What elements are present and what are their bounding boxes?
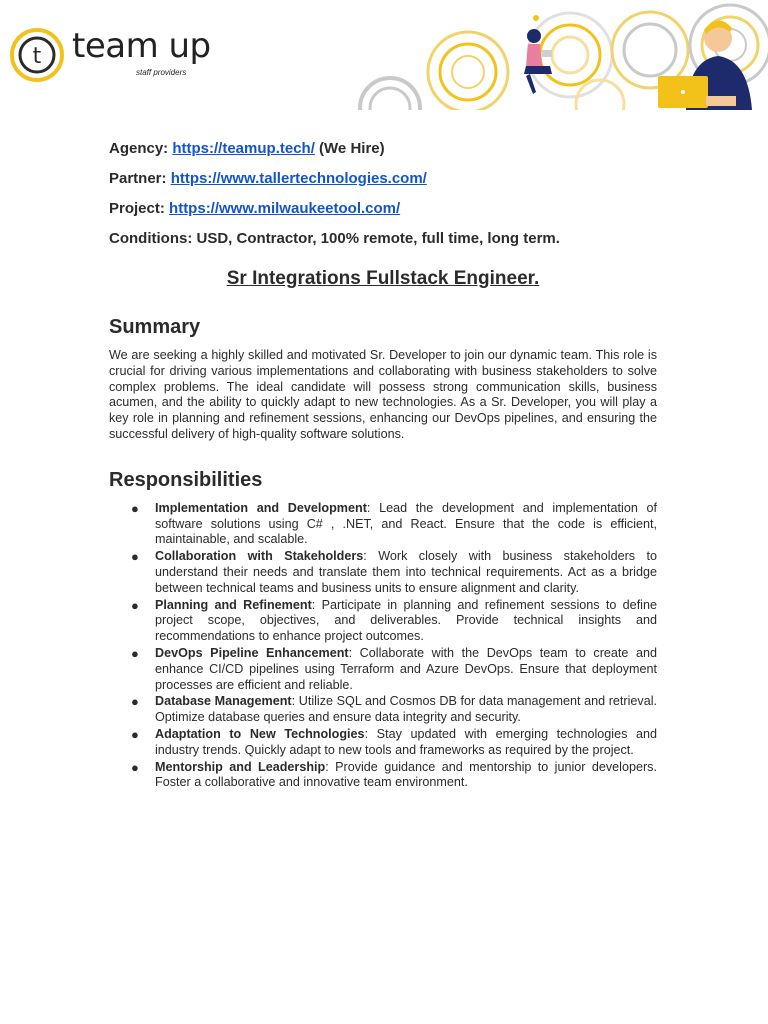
bullet-icon: ● <box>131 500 139 516</box>
bullet-icon: ● <box>131 759 139 775</box>
agency-note: (We Hire) <box>319 140 385 157</box>
list-item <box>109 694 657 726</box>
page-header <box>0 0 768 110</box>
job-title: Sr Integrations Fullstack Engineer. <box>226 268 540 289</box>
job-title-wrap <box>109 268 657 290</box>
responsibilities-heading: Responsibilities <box>109 468 263 491</box>
project-label: Project: <box>109 200 165 217</box>
logo-letter: t <box>32 44 42 69</box>
bullet-icon: ● <box>131 549 139 565</box>
bullet-icon: ● <box>131 694 139 710</box>
item-title: DevOps Pipeline Enhancement <box>155 645 349 660</box>
item-title: Planning and Refinement <box>155 597 312 612</box>
project-link[interactable]: https://www.milwaukeetool.com/ <box>169 200 401 217</box>
list-item <box>109 760 657 792</box>
team-up-logo <box>8 24 228 88</box>
item-title: Mentorship and Leadership <box>155 759 326 774</box>
item-title: Adaptation to New Technologies <box>155 726 365 741</box>
bullet-icon: ● <box>131 597 139 613</box>
item-title: Implementation and Development <box>155 500 367 515</box>
summary-heading: Summary <box>109 316 201 338</box>
partner-label: Partner: <box>109 170 167 187</box>
partner-link[interactable]: https://www.tallertechnologies.com/ <box>170 170 427 187</box>
job-posting-body <box>109 138 657 792</box>
item-text: : Stay updated with emerging technologies and industry trends. Quickly adapt to new tools and frameworks as required by the project. <box>155 726 658 757</box>
header-decoration <box>350 0 768 110</box>
agency-line <box>109 138 657 160</box>
agency-link[interactable]: https://teamup.tech/ <box>172 140 315 157</box>
agency-label: Agency: <box>109 140 169 157</box>
item-text: : Utilize SQL and Cosmos DB for data management and retrieval. Optimize database queries and ensure data integrity and security. <box>155 694 657 725</box>
list-item <box>109 727 657 759</box>
conditions-text: USD, Contractor, 100% remote, full time, long term. <box>196 230 560 247</box>
conditions-line <box>109 228 657 250</box>
list-item <box>109 549 657 596</box>
item-text: : Participate in planning and refinement sessions to define project scope, objectives, and deliverables. Provide technical insights and recommendations to enhance project outcomes. <box>155 597 657 644</box>
list-item <box>109 598 657 645</box>
item-text: : Work closely with business stakeholders to understand their needs and translate them into technical requirements. Act as a bridge between technical teams and business units to ensure alignment and clarity. <box>155 549 658 595</box>
partner-line <box>109 168 657 190</box>
bullet-icon: ● <box>131 645 139 661</box>
summary-text: We are seeking a highly skilled and motivated Sr. Developer to join our dynamic team. This role is crucial for driving various implementations and collaborating with business stakeholders to solve complex problems. The ideal candidate will possess strong communication skills, business acumen, and the ability to quickly adapt to new technologies. As a Sr. Developer, you will play a key role in planning and refinement sessions, enhancing our DevOps pipelines, and ensuring the successful delivery of high-quality software solutions. <box>109 348 657 441</box>
item-text: : Lead the development and implementation of software solutions using C# , .NET, and React. Ensure that the code is efficient, maintainable, and scalable. <box>155 500 658 547</box>
item-title: Collaboration with Stakeholders <box>155 549 364 564</box>
item-text: : Provide guidance and mentorship to junior developers. Foster a collaborative and innovative team environment. <box>155 759 657 790</box>
responsibilities-list <box>109 501 657 791</box>
list-item <box>109 646 657 693</box>
project-line <box>109 198 657 220</box>
bullet-icon: ● <box>131 726 139 742</box>
logo-wordmark: team up <box>72 26 211 66</box>
logo-tagline: staff providers <box>136 68 187 77</box>
item-text: : Collaborate with the DevOps team to create and enhance CI/CD pipelines using Terraform and Azure DevOps. Ensure that deployment processes are efficient and reliable. <box>155 645 657 692</box>
item-title: Database Management <box>155 694 292 709</box>
conditions-label: Conditions: <box>109 230 193 247</box>
list-item <box>109 501 657 548</box>
logo-ring-icon <box>8 26 66 84</box>
